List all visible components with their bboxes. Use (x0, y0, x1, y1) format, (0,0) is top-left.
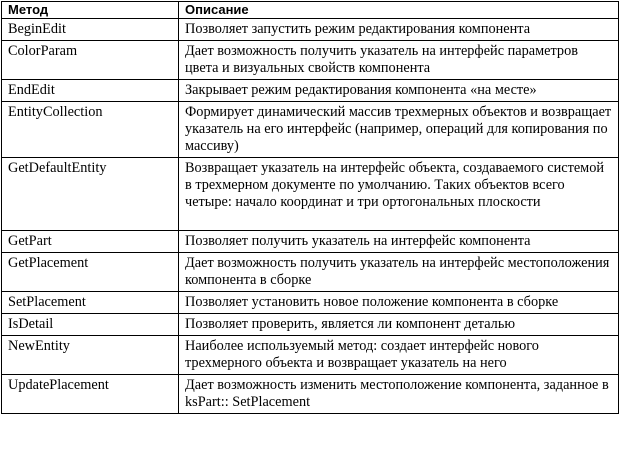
method-description-cell: Дает возможность изменить местоположение компонента, заданное в ksPart:: SetPlacement (179, 375, 619, 414)
table-row (2, 19, 619, 41)
method-name-cell: GetDefaultEntity (2, 158, 179, 231)
table-row (2, 375, 619, 414)
method-name-cell: GetPart (2, 231, 179, 253)
table-row (2, 102, 619, 158)
method-name-cell: UpdatePlacement (2, 375, 179, 414)
method-name-cell: GetPlacement (2, 253, 179, 292)
method-description-cell: Дает возможность получить указатель на интерфейс местоположения компонента в сборке (179, 253, 619, 292)
column-header-description: Описание (179, 2, 619, 19)
table-row (2, 253, 619, 292)
method-description-cell: Возвращает указатель на интерфейс объекта, создаваемого системой в трехмерном документе по умолчанию. Таких объектов всего четыре: начало координат и три ортогональных плоскости (179, 158, 619, 231)
method-name-cell: IsDetail (2, 314, 179, 336)
method-description-cell: Дает возможность получить указатель на интерфейс параметров цвета и визуальных свойств компонента (179, 41, 619, 80)
table-row (2, 314, 619, 336)
method-description-cell: Позволяет установить новое положение компонента в сборке (179, 292, 619, 314)
method-description-cell: Формирует динамический массив трехмерных объектов и возвращает указатель на его интерфейс (например, операций для копирования по массиву) (179, 102, 619, 158)
method-description-cell: Наиболее используемый метод: создает интерфейс нового трехмерного объекта и возвращает указатель на него (179, 336, 619, 375)
method-name-cell: SetPlacement (2, 292, 179, 314)
table-row (2, 231, 619, 253)
table-header-row (2, 2, 619, 19)
table-row (2, 80, 619, 102)
table-row (2, 336, 619, 375)
table-row (2, 41, 619, 80)
method-name-cell: EndEdit (2, 80, 179, 102)
table-row (2, 292, 619, 314)
column-header-method: Метод (2, 2, 179, 19)
method-name-cell: NewEntity (2, 336, 179, 375)
method-name-cell: BeginEdit (2, 19, 179, 41)
method-name-cell: EntityCollection (2, 102, 179, 158)
method-description-cell: Позволяет запустить режим редактирования компонента (179, 19, 619, 41)
method-description-cell: Позволяет проверить, является ли компонент деталью (179, 314, 619, 336)
table-row (2, 158, 619, 231)
method-description-cell: Закрывает режим редактирования компонента «на месте» (179, 80, 619, 102)
method-name-cell: ColorParam (2, 41, 179, 80)
methods-table (1, 1, 619, 414)
method-description-cell: Позволяет получить указатель на интерфейс компонента (179, 231, 619, 253)
